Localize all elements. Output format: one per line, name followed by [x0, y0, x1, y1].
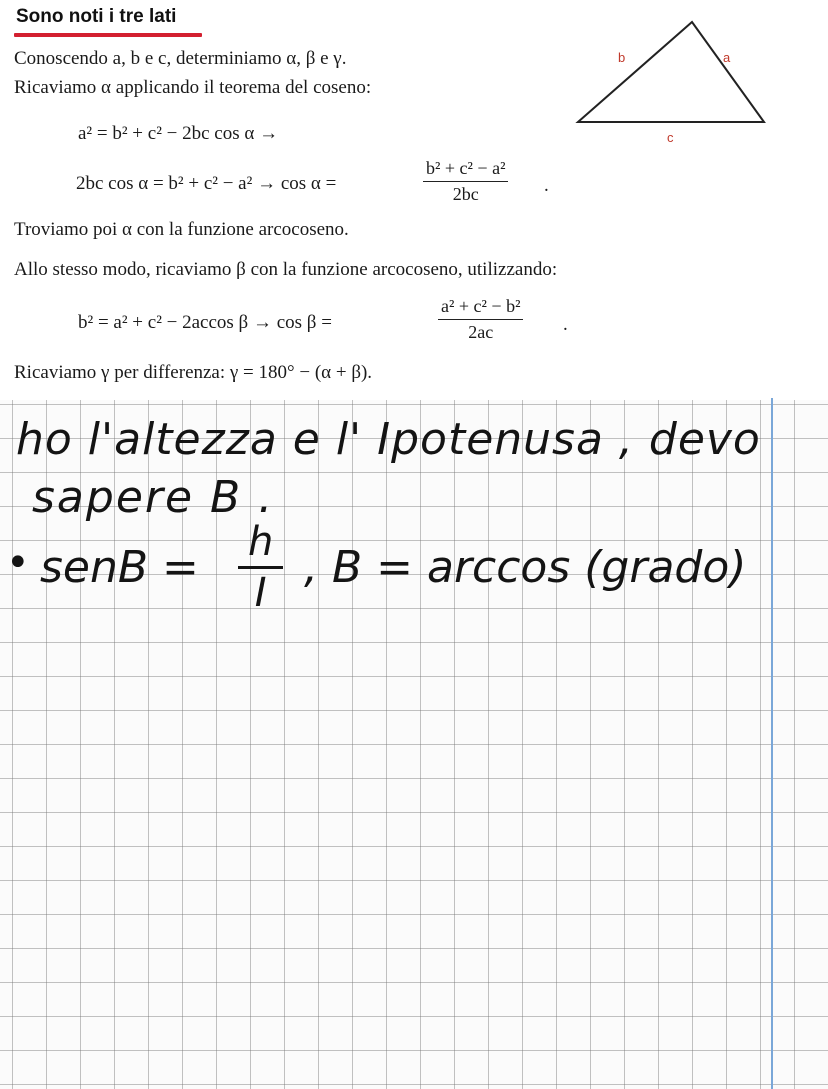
text-gamma-difference: Ricaviamo γ per differenza: γ = 180° − (α + β). [14, 362, 373, 383]
fraction-denominator: 2bc [452, 184, 479, 204]
fraction-numerator: b² + c² − a² [423, 158, 508, 182]
fraction-denominator: 2ac [468, 322, 494, 342]
triangle-diagram [572, 18, 772, 148]
section-title: Sono noti i tre lati [16, 6, 177, 27]
handwritten-fraction-denominator: I [254, 570, 267, 616]
intro-line-1: Conoscendo a, b e c, determiniamo α, β e γ. [14, 48, 347, 69]
handwritten-line-2: sapere B . [32, 472, 275, 523]
title-underline [14, 33, 202, 37]
equation-cos-beta-left: b² = a² + c² − 2accos β → cos β = [78, 312, 332, 333]
fraction-cos-beta [438, 296, 523, 343]
triangle-label-b: b [618, 50, 626, 65]
equation-cos-alpha-left: 2bc cos α = b² + c² − a² → cos α = [76, 173, 337, 194]
handwritten-fraction [238, 519, 283, 616]
handwritten-formula-arccos: , B = arccos (grado) [304, 542, 747, 593]
fraction-cos-alpha [423, 158, 508, 205]
triangle-label-a: a [723, 50, 731, 65]
equation-period: . [563, 314, 568, 335]
handwritten-fraction-numerator: h [238, 522, 283, 569]
handwritten-formula-sin: senB = [40, 542, 199, 593]
text-beta-arccos: Allo stesso modo, ricaviamo β con la funzione arcocoseno, utilizzando: [14, 259, 558, 280]
fraction-numerator: a² + c² − b² [438, 296, 523, 320]
textbook-excerpt [0, 0, 828, 400]
handwritten-line-1: ho l'altezza e l' Ipotenusa , devo [16, 414, 761, 465]
margin-line [771, 398, 773, 1089]
intro-line-2: Ricaviamo α applicando il teorema del coseno: [14, 77, 372, 98]
triangle-shape [578, 22, 764, 122]
triangle-label-c: c [667, 130, 674, 145]
bullet-icon: • [6, 540, 30, 586]
equation-period: . [544, 175, 549, 196]
text-alpha-arccos: Troviamo poi α con la funzione arcocoseno. [14, 219, 349, 240]
equation-law-of-cosines-alpha: a² = b² + c² − 2bc cos α → [78, 123, 279, 144]
